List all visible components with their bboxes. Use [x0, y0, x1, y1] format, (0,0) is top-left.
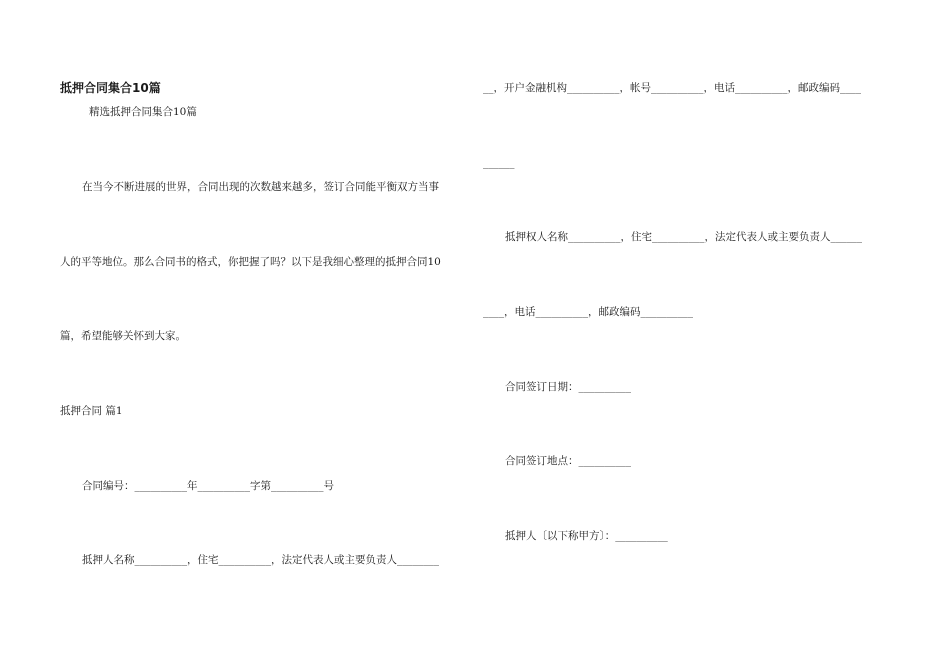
- signing-date-line: 合同签订日期：__________: [505, 381, 631, 393]
- mortgagor-line-2: __，开户金融机构__________，帐号__________，电话__________，邮政编码____: [483, 82, 861, 94]
- mortgagor-line-1: 抵押人名称__________，住宅__________，法定代表人或主要负责人________: [82, 554, 439, 566]
- mortgagee-line-2: ____，电话__________，邮政编码__________: [483, 306, 693, 318]
- intro-line-1: 在当今不断进展的世界，合同出现的次数越来越多，签订合同能平衡双方当事: [82, 181, 439, 193]
- document-title: 抵押合同集合10篇: [60, 81, 161, 95]
- party-a-line: 抵押人〔以下称甲方〕：__________: [505, 530, 668, 542]
- section-heading: 抵押合同 篇1: [60, 405, 123, 417]
- signing-place-line: 合同签订地点：__________: [505, 455, 631, 467]
- intro-line-2: 人的平等地位。那么合同书的格式，你把握了吗？以下是我细心整理的抵押合同10: [60, 256, 441, 268]
- mortgagee-line-1: 抵押权人名称__________，住宅__________，法定代表人或主要负责人______: [505, 231, 862, 243]
- mortgagor-line-3: ______: [483, 157, 515, 169]
- contract-number-line: 合同编号：__________年__________字第__________号: [82, 480, 334, 492]
- document-subtitle: 精选抵押合同集合10篇: [89, 106, 197, 118]
- intro-line-3: 篇，希望能够关怀到大家。: [60, 330, 186, 342]
